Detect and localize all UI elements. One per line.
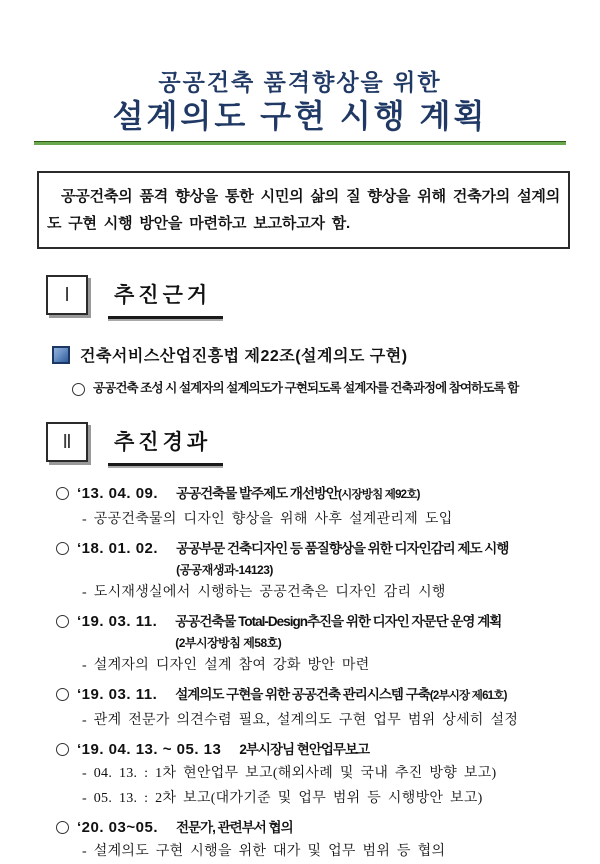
- history-item: [56, 683, 600, 733]
- circle-bullet-icon: [72, 383, 85, 396]
- history-item-sub-line: - 05. 13. : 2차 보고(대가기준 및 업무 범위 등 시행방안 보고): [82, 791, 483, 806]
- history-item-title-block: [175, 683, 506, 708]
- blue-square-bullet-icon: [52, 346, 70, 364]
- basis-block: [52, 343, 600, 396]
- basis-law-row: [52, 343, 600, 366]
- history-item-ref: (2부시장방침 제58호): [175, 636, 282, 650]
- intro-summary-text: 공공건축의 품격 향상을 통한 시민의 삶의 질 향상을 위해 건축가의 설계의도 구현 시행 방안을 마련하고 보고하고자 함.: [47, 188, 560, 232]
- section-title: 추진경과: [108, 422, 223, 466]
- title-divider-rule: [34, 141, 566, 145]
- history-item-title: 2부시장님 현안업무보고: [239, 742, 370, 757]
- history-item-head: [56, 683, 600, 708]
- basis-law-text: 건축서비스산업진흥법 제22조(설계의도 구현): [80, 348, 408, 365]
- history-item-title-block: [175, 610, 501, 653]
- history-item-subs: [82, 761, 600, 811]
- history-item-sub-line: - 관계 전문가 의견수렴 필요, 설계의도 구현 업무 범위 상세히 설정: [82, 713, 519, 728]
- intro-summary-box: [37, 171, 570, 249]
- history-item-sub-line: - 설계자의 디자인 설계 참여 강화 방안 마련: [82, 658, 370, 673]
- history-item-title-block: [176, 537, 508, 580]
- history-item: [56, 537, 600, 605]
- document-title: 설계의도 구현 시행 계획: [112, 98, 488, 134]
- history-item-title-block: [176, 816, 293, 839]
- history-item-title: 전문가, 관련부서 협의: [175, 820, 293, 835]
- history-item-title-block: [176, 482, 420, 507]
- history-item-title: 공공부문 건축디자인 등 품질향상을 위한 디자인감리 제도 시행: [176, 541, 509, 556]
- history-item-date: ‘13. 04. 09.: [77, 485, 159, 502]
- history-list: [56, 482, 600, 864]
- history-item-subs: [82, 708, 600, 733]
- history-item-subs: [82, 507, 600, 532]
- section-numeral-box: [46, 275, 88, 315]
- circle-bullet-icon: [56, 487, 69, 500]
- history-item-sub-line: - 04. 13. : 1차 현안업무 보고(해외사례 및 국내 추진 방향 보고): [82, 766, 497, 781]
- history-item-title: 공공건축물 발주제도 개선방안: [176, 486, 339, 501]
- history-item-subs: [82, 580, 600, 605]
- circle-bullet-icon: [56, 615, 69, 628]
- history-item-head: [56, 537, 600, 580]
- basis-detail-row: [72, 378, 600, 396]
- section-numeral: Ⅰ: [64, 284, 70, 306]
- section-numeral: Ⅱ: [62, 431, 72, 453]
- history-item-title-block: [239, 738, 369, 761]
- history-item-head: [56, 816, 600, 839]
- circle-bullet-icon: [56, 743, 69, 756]
- document-subtitle: 공공건축 품격향상을 위한: [158, 69, 442, 95]
- history-item: [56, 610, 600, 678]
- section-header-basis: [46, 275, 600, 319]
- basis-detail-text: 공공건축 조성 시 설계자의 설계의도가 구현되도록 설계자를 건축과정에 참여하도록 함: [93, 381, 519, 395]
- history-item-suffix: (2부시장 제61호): [429, 690, 507, 702]
- history-item: [56, 482, 600, 532]
- history-item: [56, 816, 600, 864]
- history-item-date: ‘19. 04. 13. ~ 05. 13: [77, 741, 222, 758]
- circle-bullet-icon: [56, 542, 69, 555]
- section-numeral-box: [46, 422, 88, 462]
- circle-bullet-icon: [56, 821, 69, 834]
- history-item-sub-line: - 도시재생실에서 시행하는 공공건축은 디자인 감리 시행: [82, 585, 446, 600]
- history-item-head: [56, 610, 600, 653]
- history-item-head: [56, 738, 600, 761]
- history-item-sub-line: - 설계의도 구현 시행을 위한 대가 및 업무 범위 등 협의: [82, 844, 446, 859]
- history-item-head: [56, 482, 600, 507]
- history-item-sub-line: - 공공건축물의 디자인 향상을 위해 사후 설계관리제 도입: [82, 512, 453, 527]
- history-item-date: ‘18. 01. 02.: [77, 540, 159, 557]
- history-item-date: ‘19. 03. 11.: [77, 686, 158, 703]
- section-title: 추진근거: [108, 275, 223, 319]
- history-item-suffix: (시장방침 제92호): [338, 489, 420, 501]
- history-item-title: 설계의도 구현을 위한 공공건축 관리시스템 구축: [175, 687, 430, 702]
- history-item-ref: (공공재생과-14123): [176, 563, 273, 577]
- history-item: [56, 738, 600, 811]
- history-item-subs: [82, 653, 600, 678]
- history-item-title: 공공건축물 Total-Design추진을 위한 디자인 자문단 운영 계획: [175, 614, 502, 629]
- history-item-date: ‘19. 03. 11.: [77, 613, 158, 630]
- circle-bullet-icon: [56, 688, 69, 701]
- history-item-subs: [82, 839, 600, 864]
- history-item-date: ‘20. 03~05.: [77, 819, 158, 836]
- section-header-history: [46, 422, 600, 466]
